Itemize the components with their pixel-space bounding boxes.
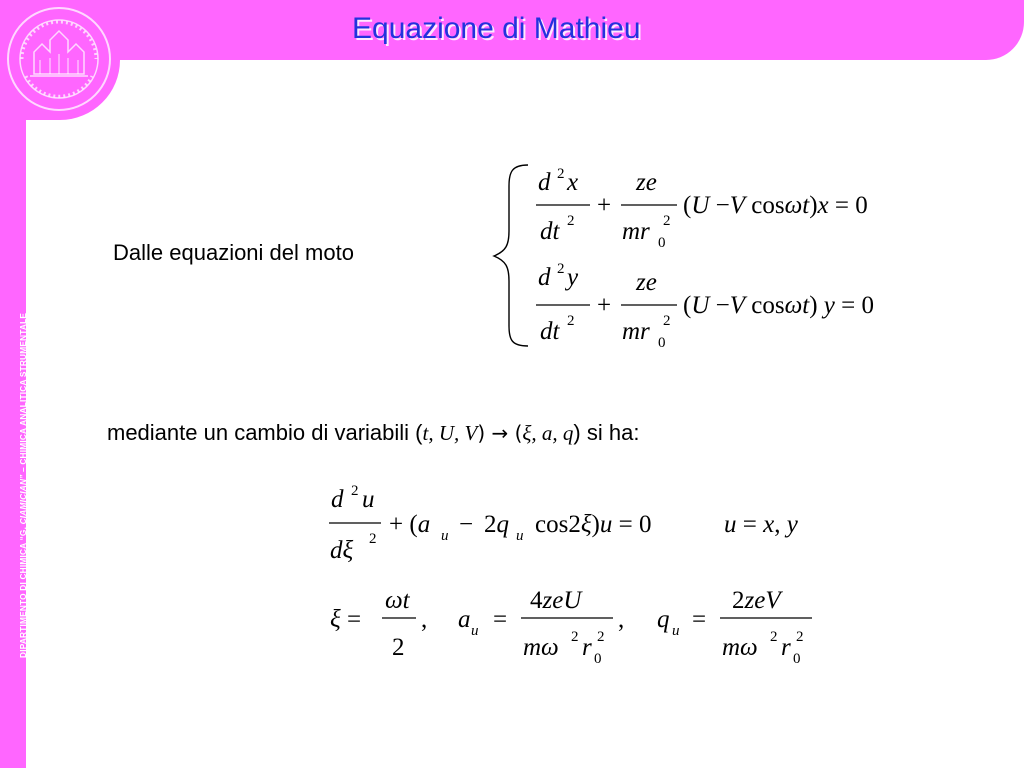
slide-title: Equazione di Mathieu [352, 12, 641, 45]
svg-text:2: 2 [567, 213, 575, 229]
svg-text:2: 2 [663, 213, 671, 229]
svg-text:mω: mω [523, 634, 559, 661]
svg-text:u = x, y: u = x, y [724, 511, 798, 538]
svg-text:2: 2 [663, 313, 671, 329]
svg-text:a: a [458, 606, 471, 633]
svg-text:u: u [441, 528, 449, 544]
svg-text:u: u [471, 623, 479, 639]
svg-text:(U −V cosωt) y = 0: (U −V cosωt) y = 0 [683, 292, 875, 319]
svg-text:+ (a: + (a [389, 511, 431, 538]
svg-text:+: + [597, 192, 612, 219]
svg-text:2: 2 [351, 483, 359, 499]
svg-text:2: 2 [392, 634, 405, 661]
svg-text:u: u [362, 486, 375, 513]
svg-text:u: u [672, 623, 680, 639]
svg-text:mω: mω [722, 634, 758, 661]
svg-text:2: 2 [770, 629, 778, 645]
svg-text:q: q [657, 606, 670, 633]
svg-text:2: 2 [567, 313, 575, 329]
svg-text:ξ =: ξ = [330, 606, 362, 633]
svg-text:2: 2 [796, 629, 804, 645]
svg-text:y: y [567, 264, 579, 291]
mathieu-equation [329, 483, 799, 564]
svg-text:0: 0 [658, 235, 666, 251]
svg-text:(U −V cosωt)x = 0: (U −V cosωt)x = 0 [683, 192, 868, 219]
svg-text:4zeU: 4zeU [530, 587, 582, 614]
svg-text:mr: mr [622, 218, 650, 245]
svg-text:r: r [781, 634, 791, 661]
svg-text:u: u [516, 528, 524, 544]
svg-text:r: r [582, 634, 592, 661]
intro-text: Dalle equazioni del moto [113, 240, 354, 265]
svg-text:=: = [692, 606, 707, 633]
svg-text:cos2ξ)u = 0: cos2ξ)u = 0 [535, 511, 652, 538]
svg-text:0: 0 [793, 651, 801, 667]
svg-text:mr: mr [622, 318, 650, 345]
svg-text:0: 0 [658, 335, 666, 351]
svg-text:,: , [618, 606, 625, 633]
svg-text:x: x [567, 169, 579, 196]
svg-text:ωt: ωt [385, 587, 410, 614]
svg-text:−: − [459, 511, 474, 538]
svg-text:ze: ze [636, 269, 657, 296]
svg-text:2: 2 [369, 531, 377, 547]
department-label: DIPARTIMENTO DI CHIMICA “G. CIAMICIAN” – CHIMICA ANALITICA STRUMENTALE [18, 312, 28, 658]
parameter-definitions [330, 587, 812, 667]
svg-text:dt: dt [540, 218, 560, 245]
svg-text:dt: dt [540, 318, 560, 345]
svg-text:+: + [597, 292, 612, 319]
svg-text:d: d [538, 169, 551, 196]
svg-text:,: , [421, 606, 428, 633]
svg-text:2q: 2q [484, 511, 509, 538]
svg-text:=: = [493, 606, 508, 633]
svg-text:d: d [331, 486, 344, 513]
svg-text:dξ: dξ [330, 537, 354, 564]
svg-text:d: d [538, 264, 551, 291]
svg-text:2: 2 [597, 629, 605, 645]
variable-change-text: mediante un cambio di variabili (t, U, V) → (ξ, a, q) si ha: [107, 420, 640, 445]
svg-text:ze: ze [636, 169, 657, 196]
svg-text:2: 2 [557, 166, 565, 182]
svg-text:2: 2 [557, 261, 565, 277]
svg-text:2zeV: 2zeV [732, 587, 781, 614]
svg-text:0: 0 [594, 651, 602, 667]
svg-text:2: 2 [571, 629, 579, 645]
